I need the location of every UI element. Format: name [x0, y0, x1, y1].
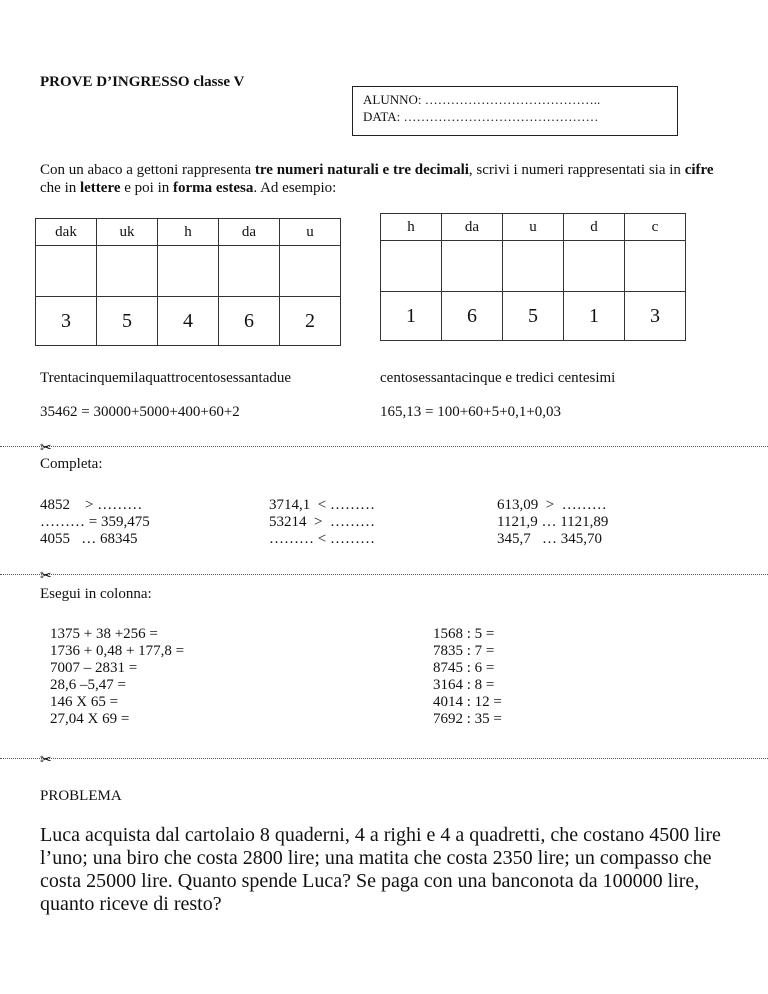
scissors-icon: ✂ — [40, 441, 52, 456]
scissors-icon: ✂ — [40, 569, 52, 584]
cut-line — [0, 446, 768, 447]
example-extended-decimal: 165,13 = 100+60+5+0,1+0,03 — [380, 404, 562, 420]
intro-text: che in — [40, 180, 80, 196]
comparison-item: 1121,9 … 1121,89 — [497, 514, 609, 530]
comparison-item: ……… = 359,475 — [40, 514, 150, 530]
student-info-box — [352, 86, 678, 136]
token-cell — [381, 241, 442, 292]
comparison-item: 4852 > ……… — [40, 497, 143, 513]
place-header: c — [625, 214, 686, 241]
token-cell — [442, 241, 503, 292]
intro-text: e poi in — [120, 180, 174, 196]
token-cell — [564, 241, 625, 292]
operations-right — [433, 626, 502, 728]
digit-cell: 1 — [381, 292, 442, 341]
place-header: h — [381, 214, 442, 241]
scissors-icon: ✂ — [40, 753, 52, 768]
place-header: u — [503, 214, 564, 241]
comparison-item: 4055 … 68345 — [40, 531, 138, 547]
cut-line — [0, 574, 768, 575]
example-words-decimal: centosessantacinque e tredici centesimi — [380, 370, 616, 386]
completa-column-2 — [269, 497, 375, 548]
intro-bold: forma estesa — [173, 180, 254, 196]
operation-item: 146 X 65 = — [50, 694, 119, 710]
place-header: h — [158, 219, 219, 246]
digit-cell: 5 — [97, 297, 158, 346]
completa-label: Completa: — [40, 456, 103, 472]
comparison-item: 53214 > ……… — [269, 514, 375, 530]
operations-left — [50, 626, 184, 728]
place-header: u — [280, 219, 341, 246]
token-cell — [158, 246, 219, 297]
place-header: dak — [36, 219, 97, 246]
intro-bold: cifre — [684, 162, 714, 178]
digit-cell: 1 — [564, 292, 625, 341]
place-header: da — [219, 219, 280, 246]
digit-cell: 3 — [625, 292, 686, 341]
operation-item: 8745 : 6 = — [433, 660, 495, 676]
place-header: da — [442, 214, 503, 241]
intro-bold: lettere — [79, 180, 121, 196]
digit-cell: 6 — [219, 297, 280, 346]
abacus-table-integers — [35, 218, 341, 346]
abacus-table-decimals — [380, 213, 686, 341]
operation-item: 27,04 X 69 = — [50, 711, 130, 727]
operation-item: 3164 : 8 = — [433, 677, 495, 693]
date-line: DATA: ……………………………………… — [363, 109, 599, 124]
problem-text: Luca acquista dal cartolaio 8 quaderni, 4 a righi e 4 a quadretti, che costano 4500 lire l’uno; una biro che costa 2800 lire; una matita che costa 2350 lire; un compasso che costa 25000 lire. Quanto spende Luca? Se paga con una banconota da 100000 lire, quanto riceve di resto? — [40, 824, 721, 915]
comparison-item: 613,09 > ……… — [497, 497, 607, 513]
token-cell — [219, 246, 280, 297]
student-name-line: ALUNNO: ………………………………….. — [363, 92, 601, 107]
digit-cell: 3 — [36, 297, 97, 346]
token-cell — [280, 246, 341, 297]
operation-item: 4014 : 12 = — [433, 694, 502, 710]
instructions — [40, 161, 730, 197]
cut-line — [0, 758, 768, 759]
digit-cell: 4 — [158, 297, 219, 346]
comparison-item: 3714,1 < ……… — [269, 497, 375, 513]
intro-text: . Ad esempio: — [253, 180, 337, 196]
problema-label: PROBLEMA — [40, 788, 122, 804]
page-title: PROVE D’INGRESSO classe V — [40, 74, 245, 90]
example-extended-integer: 35462 = 30000+5000+400+60+2 — [40, 404, 240, 420]
operation-item: 1375 + 38 +256 = — [50, 626, 158, 642]
token-cell — [503, 241, 564, 292]
place-header: d — [564, 214, 625, 241]
token-cell — [36, 246, 97, 297]
operation-item: 7835 : 7 = — [433, 643, 495, 659]
intro-text: , scrivi i numeri rappresentati sia in — [468, 162, 685, 178]
comparison-item: 345,7 … 345,70 — [497, 531, 602, 547]
place-header: uk — [97, 219, 158, 246]
digit-cell: 6 — [442, 292, 503, 341]
comparison-item: ……… < ……… — [269, 531, 375, 547]
esegui-label: Esegui in colonna: — [40, 586, 152, 602]
operation-item: 28,6 –5,47 = — [50, 677, 126, 693]
completa-column-1 — [40, 497, 150, 548]
example-words-integer: Trentacinquemilaquattrocentosessantadue — [40, 370, 292, 386]
intro-bold: tre numeri naturali e tre decimali — [254, 162, 469, 178]
operation-item: 1568 : 5 = — [433, 626, 495, 642]
token-cell — [625, 241, 686, 292]
completa-column-3 — [497, 497, 608, 548]
digit-cell: 5 — [503, 292, 564, 341]
intro-text: Con un abaco a gettoni rappresenta — [40, 162, 255, 178]
digit-cell: 2 — [280, 297, 341, 346]
operation-item: 7692 : 35 = — [433, 711, 502, 727]
operation-item: 7007 – 2831 = — [50, 660, 138, 676]
token-cell — [97, 246, 158, 297]
operation-item: 1736 + 0,48 + 177,8 = — [50, 643, 185, 659]
